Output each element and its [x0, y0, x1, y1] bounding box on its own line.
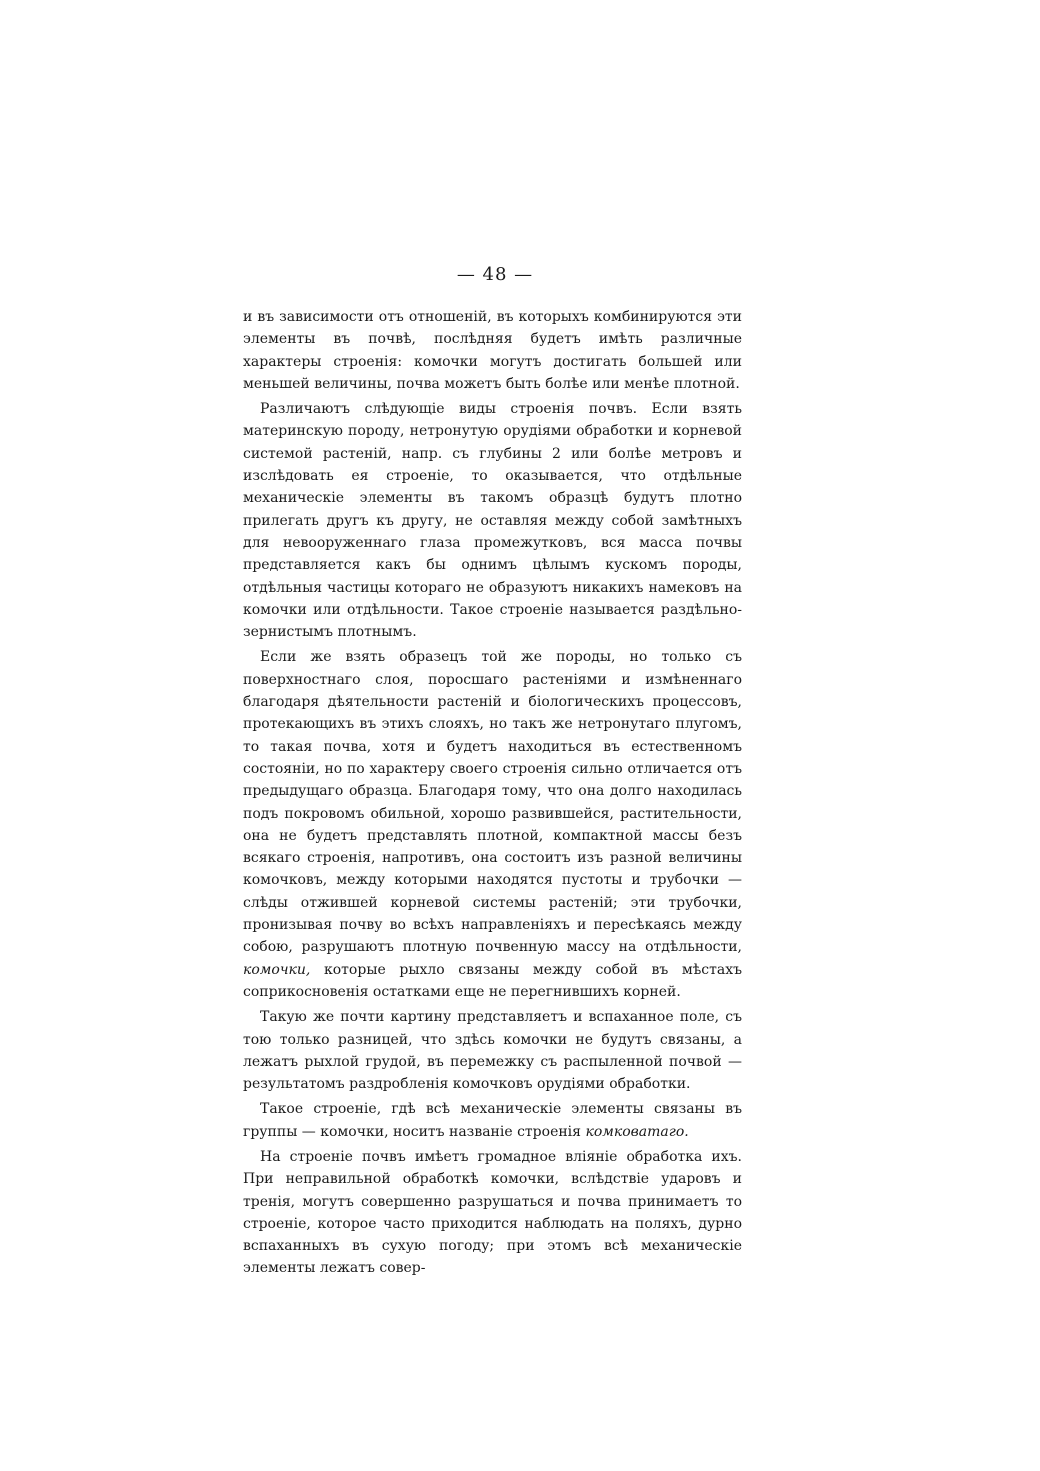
body-text	[243, 306, 742, 1280]
paragraph-6	[243, 1146, 742, 1280]
emphasized-term: комковатаго.	[585, 1123, 689, 1140]
paragraph-1	[243, 306, 742, 395]
emphasized-term: комочки,	[243, 961, 311, 978]
paragraph-text: и въ зависимости отъ отношенiй, въ которыхъ комбинируются эти элементы въ почвѣ, послѣдняя будетъ имѣть различные характеры строенiя: комочки могутъ достигать большей или меньшей величины, почва можетъ быть болѣе или менѣе плотной.	[243, 309, 742, 392]
page-number: — 48 —	[456, 264, 534, 285]
paragraph-4	[243, 1006, 742, 1095]
paragraph-5	[243, 1098, 742, 1143]
paragraph-text: Такое строенiе, гдѣ всѣ механическiе элементы связаны въ группы — комочки, носитъ названiе строенiя	[243, 1101, 742, 1140]
paragraph-text: Такую же почти картину представляетъ и вспаханное поле, съ тою только разницей, что здѣсь комочки не будутъ связаны, а лежатъ рыхлой грудой, въ перемежку съ распыленной почвой — результатомъ раздробленiя комочковъ орудiями обработки.	[243, 1009, 742, 1093]
paragraph-text-tail: которые рыхло связаны между собой въ мѣстахъ соприкосновенiя остатками еще не перегнившихъ корней.	[243, 961, 742, 1000]
paragraph-3	[243, 646, 742, 1003]
paragraph-text: На строенiе почвъ имѣетъ громадное влiянiе обработка ихъ. При неправильной обработкѣ комочки, вслѣдствiе ударовъ и тренiя, могутъ совершенно разрушаться и почва принимаетъ то строенiе, которое часто приходится наблюдать на поляхъ, дурно вспаханныхъ въ сухую погоду; при этомъ всѣ механическiе элементы лежатъ совер-	[243, 1148, 742, 1277]
paragraph-text: Если же взять образецъ той же породы, но только съ поверхностнаго слоя, поросшаго растенiями и измѣненнаго благодаря дѣятельности растенiй и бiологическихъ процессовъ, протекающихъ въ этихъ слояхъ, но такъ же нетронутаго плугомъ, то такая почва, хотя и будетъ находиться въ естественномъ состоянiи, но по характеру своего строенiя сильно отличается отъ предыдущаго образца. Благодаря тому, что она долго находилась подъ покровомъ обильной, хорошо развившейся, растительности, она не будетъ представлять плотной, компактной массы безъ всякаго строенiя, напротивъ, она состоитъ изъ разной величины комочковъ, между которыми находятся пустоты и трубочки — слѣды отжившей корневой системы растенiй; эти трубочки, пронизывая почву во всѣхъ направленiяхъ и пересѣкаясь между собою, разрушаютъ плотную почвенную массу на отдѣльности,	[243, 649, 742, 956]
paragraph-2	[243, 398, 742, 643]
paragraph-text: Различаютъ слѣдующiе виды строенiя почвъ. Если взять материнскую породу, нетронутую орудiями обработки и корневой системой растенiй, напр. съ глубины 2 или болѣе метровъ и изслѣдовать ея строенiе, то оказывается, что отдѣльные механическiе элементы въ такомъ образцѣ будутъ плотно прилегать другъ къ другу, не оставляя между собой замѣтныхъ для невооруженнаго глаза промежутковъ, вся масса почвы представляется какъ бы однимъ цѣлымъ кускомъ породы, отдѣльныя частицы котораго не образуютъ никакихъ намековъ на комочки или отдѣльности. Такое строенiе называется раздѣльно-зернистымъ плотнымъ.	[243, 401, 742, 641]
